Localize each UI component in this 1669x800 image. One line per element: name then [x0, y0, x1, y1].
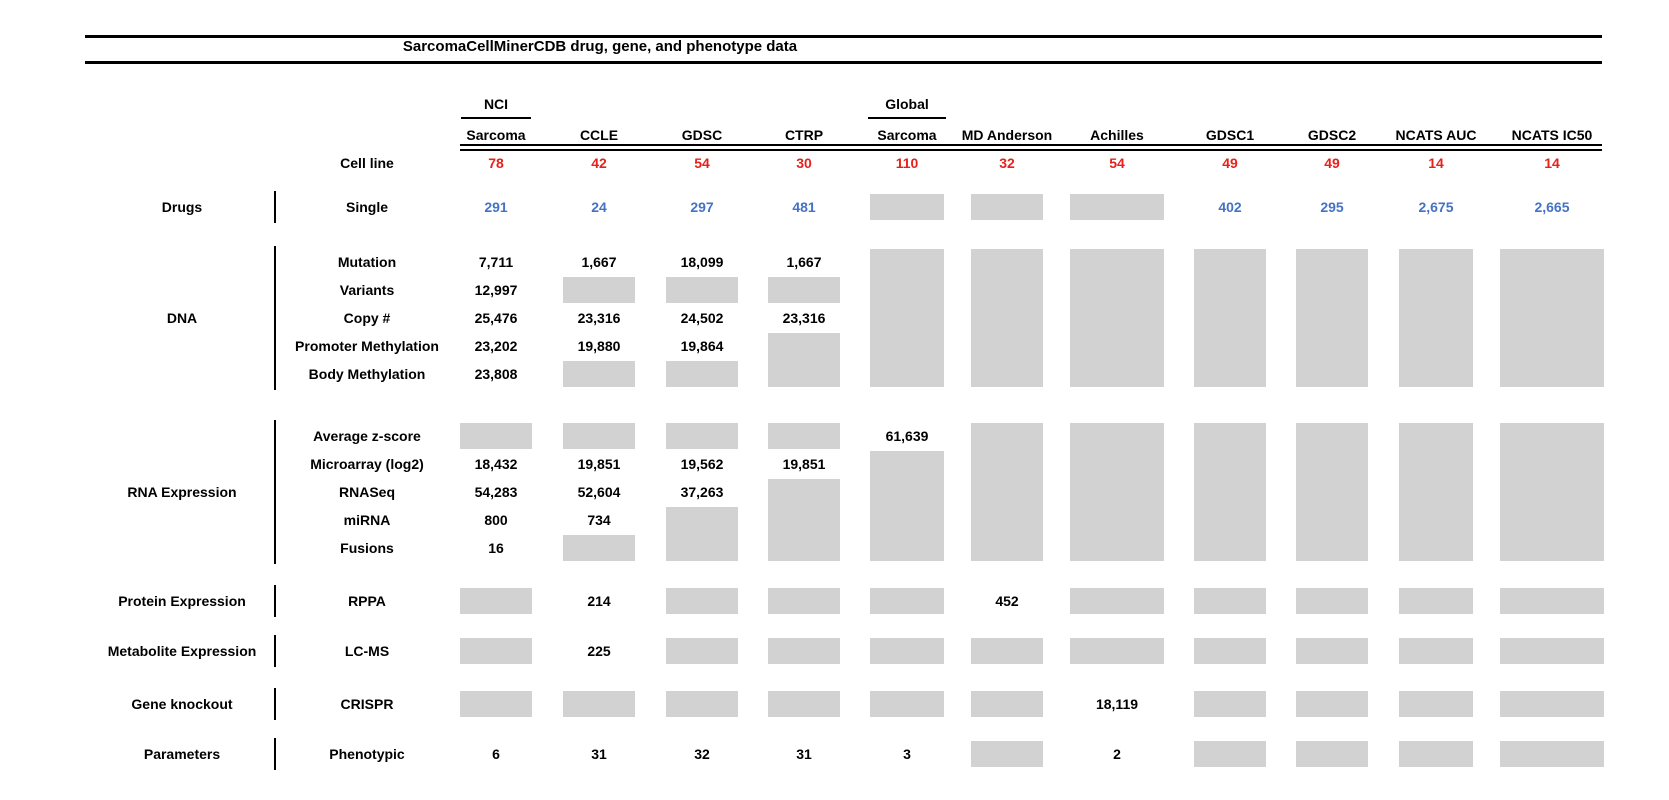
data-value-cell: 23,202	[474, 338, 518, 354]
missing-data-block	[563, 691, 635, 717]
missing-data-block	[971, 194, 1043, 220]
section-category-label: Metabolite Expression	[107, 643, 257, 659]
row-label: LC-MS	[344, 643, 390, 659]
row-label: Microarray (log2)	[310, 456, 424, 472]
missing-data-block	[1070, 423, 1164, 561]
data-value-cell: 2	[1113, 746, 1121, 762]
missing-data-block	[1194, 249, 1266, 387]
data-value-cell: 54,283	[474, 484, 518, 500]
data-value-cell: 2,675	[1418, 199, 1454, 215]
missing-data-block	[1296, 638, 1368, 664]
missing-data-block	[1296, 691, 1368, 717]
missing-data-block	[768, 479, 840, 561]
missing-data-block	[1399, 691, 1473, 717]
header-double-rule-lower	[460, 149, 1602, 151]
cell-line-count: 14	[1428, 155, 1444, 171]
cell-line-count: 110	[895, 155, 919, 171]
missing-data-block	[971, 423, 1043, 561]
missing-data-block	[870, 194, 944, 220]
missing-data-block	[1399, 249, 1473, 387]
title-rule-bottom	[85, 61, 1602, 64]
data-value-cell: 61,639	[885, 428, 929, 444]
data-value-cell: 225	[587, 643, 611, 659]
missing-data-block	[1194, 638, 1266, 664]
data-value-cell: 31	[591, 746, 607, 762]
row-label: Body Methylation	[308, 366, 426, 382]
cell-line-count: 54	[694, 155, 710, 171]
missing-data-block	[768, 691, 840, 717]
column-header: Achilles	[1090, 127, 1144, 143]
missing-data-block	[460, 588, 532, 614]
missing-data-block	[870, 588, 944, 614]
column-header: CCLE	[579, 127, 619, 143]
missing-data-block	[971, 638, 1043, 664]
missing-data-block	[1399, 588, 1473, 614]
missing-data-block	[768, 333, 840, 387]
missing-data-block	[1296, 588, 1368, 614]
missing-data-block	[1296, 423, 1368, 561]
section-category-label: Gene knockout	[131, 696, 233, 712]
data-value-cell: 18,119	[1095, 696, 1139, 712]
missing-data-block	[563, 277, 635, 303]
column-header: NCATS IC50	[1511, 127, 1593, 143]
missing-data-block	[1296, 249, 1368, 387]
row-label: Phenotypic	[329, 746, 405, 762]
cell-line-count: 49	[1222, 155, 1238, 171]
missing-data-block	[1070, 249, 1164, 387]
data-value-cell: 24,502	[680, 310, 724, 326]
missing-data-block	[563, 423, 635, 449]
row-label: Single	[345, 199, 388, 215]
missing-data-block	[870, 691, 944, 717]
data-value-cell: 481	[792, 199, 816, 215]
cell-line-count: 14	[1544, 155, 1560, 171]
missing-data-block	[666, 423, 738, 449]
missing-data-block	[666, 277, 738, 303]
row-label: CRISPR	[340, 696, 394, 712]
row-label: miRNA	[343, 512, 391, 528]
data-value-cell: 19,851	[782, 456, 826, 472]
data-value-cell: 3	[903, 746, 911, 762]
missing-data-block	[1500, 423, 1604, 561]
missing-data-block	[870, 451, 944, 561]
missing-data-block	[1500, 691, 1604, 717]
data-value-cell: 23,808	[474, 366, 518, 382]
cell-line-count: 54	[1109, 155, 1125, 171]
missing-data-block	[666, 588, 738, 614]
data-value-cell: 18,432	[474, 456, 518, 472]
data-value-cell: 19,880	[577, 338, 621, 354]
data-value-cell: 214	[587, 593, 611, 609]
section-category-label: RNA Expression	[127, 484, 237, 500]
data-value-cell: 16	[488, 540, 504, 556]
missing-data-block	[768, 423, 840, 449]
row-label: Promoter Methylation	[295, 338, 439, 354]
row-label: Average z-score	[313, 428, 421, 444]
column-header: MD Anderson	[961, 127, 1053, 143]
column-header-underline	[461, 117, 531, 119]
missing-data-block	[768, 277, 840, 303]
missing-data-block	[1194, 691, 1266, 717]
missing-data-block	[870, 249, 944, 387]
missing-data-block	[1500, 249, 1604, 387]
missing-data-block	[1500, 638, 1604, 664]
data-value-cell: 18,099	[680, 254, 724, 270]
missing-data-block	[563, 535, 635, 561]
section-category-label: Protein Expression	[118, 593, 246, 609]
section-category-label: Parameters	[143, 746, 221, 762]
missing-data-block	[666, 361, 738, 387]
data-value-cell: 32	[694, 746, 710, 762]
missing-data-block	[563, 361, 635, 387]
row-label: Fusions	[340, 540, 394, 556]
column-header: GDSC1	[1205, 127, 1255, 143]
column-header: GDSC	[681, 127, 723, 143]
column-header-top: NCI	[483, 96, 509, 112]
missing-data-block	[1399, 423, 1473, 561]
data-value-cell: 23,316	[782, 310, 826, 326]
missing-data-block	[1500, 588, 1604, 614]
data-value-cell: 1,667	[786, 254, 822, 270]
missing-data-block	[460, 691, 532, 717]
missing-data-block	[1500, 741, 1604, 767]
data-value-cell: 25,476	[474, 310, 518, 326]
data-value-cell: 291	[484, 199, 508, 215]
missing-data-block	[1296, 741, 1368, 767]
cell-line-count: 49	[1324, 155, 1340, 171]
data-value-cell: 800	[484, 512, 508, 528]
missing-data-block	[666, 691, 738, 717]
missing-data-block	[1070, 638, 1164, 664]
data-value-cell: 402	[1218, 199, 1242, 215]
column-header: Sarcoma	[877, 127, 937, 143]
missing-data-block	[1399, 741, 1473, 767]
missing-data-block	[666, 507, 738, 561]
missing-data-block	[971, 249, 1043, 387]
data-value-cell: 1,667	[581, 254, 617, 270]
missing-data-block	[1194, 741, 1266, 767]
missing-data-block	[1399, 638, 1473, 664]
row-label: Mutation	[337, 254, 397, 270]
data-value-cell: 37,263	[680, 484, 724, 500]
section-category-label: DNA	[166, 310, 198, 326]
missing-data-block	[768, 638, 840, 664]
column-header: NCATS AUC	[1395, 127, 1477, 143]
data-value-cell: 6	[492, 746, 500, 762]
cell-line-count: 42	[591, 155, 607, 171]
row-label: Variants	[339, 282, 395, 298]
cell-line-count: 30	[796, 155, 812, 171]
data-value-cell: 7,711	[478, 254, 514, 270]
missing-data-block	[666, 638, 738, 664]
data-value-cell: 734	[587, 512, 611, 528]
column-header-top: Global	[885, 96, 929, 112]
data-value-cell: 52,604	[577, 484, 621, 500]
column-header-underline	[868, 117, 946, 119]
missing-data-block	[460, 638, 532, 664]
row-label: Copy #	[343, 310, 391, 326]
missing-data-block	[768, 588, 840, 614]
row-label: RPPA	[348, 593, 386, 609]
data-value-cell: 31	[796, 746, 812, 762]
data-value-cell: 297	[690, 199, 714, 215]
missing-data-block	[870, 638, 944, 664]
data-value-cell: 2,665	[1534, 199, 1570, 215]
missing-data-block	[1194, 423, 1266, 561]
missing-data-block	[1070, 588, 1164, 614]
row-label: RNASeq	[338, 484, 395, 500]
missing-data-block	[1194, 588, 1266, 614]
data-value-cell: 24	[591, 199, 607, 215]
cell-line-count: 78	[488, 155, 504, 171]
data-value-cell: 23,316	[577, 310, 621, 326]
missing-data-block	[971, 691, 1043, 717]
missing-data-block	[1070, 194, 1164, 220]
missing-data-block	[460, 423, 532, 449]
section-category-label: Drugs	[161, 199, 203, 215]
missing-data-block	[971, 741, 1043, 767]
data-value-cell: 295	[1320, 199, 1344, 215]
column-header: Sarcoma	[466, 127, 526, 143]
data-value-cell: 452	[995, 593, 1019, 609]
cell-line-label: Cell line	[340, 155, 394, 171]
figure-title: SarcomaCellMinerCDB drug, gene, and phenotype data	[402, 38, 798, 55]
column-header: GDSC2	[1307, 127, 1357, 143]
cell-line-count: 32	[999, 155, 1015, 171]
data-value-cell: 12,997	[474, 282, 518, 298]
column-header: CTRP	[784, 127, 824, 143]
data-value-cell: 19,562	[680, 456, 724, 472]
data-value-cell: 19,864	[680, 338, 724, 354]
data-value-cell: 19,851	[577, 456, 621, 472]
